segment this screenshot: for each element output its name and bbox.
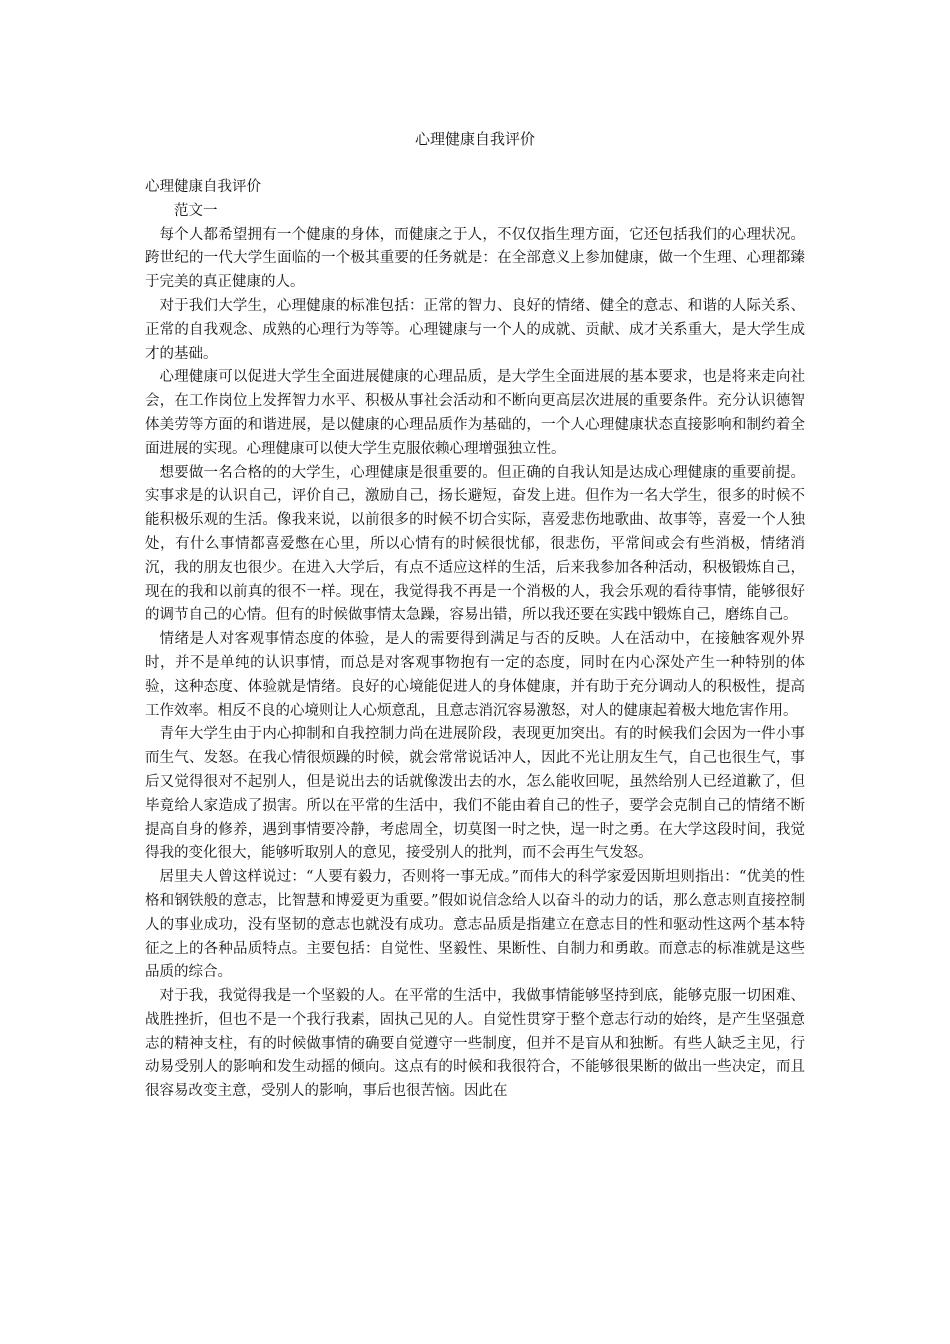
sample-label: 范文一 xyxy=(174,202,218,219)
section-heading: 心理健康自我评价 xyxy=(145,179,261,195)
document-title: 心理健康自我评价 xyxy=(414,130,535,148)
paragraph: 每个人都希望拥有一个健康的身体，而健康之于人，不仅仅指生理方面，它还包括我们的心理状况。跨世纪的一代大学生面临的一个极其重要的任务就是：在全部意义上参加健康，做一个生理、心理都臻于完美的真正健康的人。 xyxy=(145,226,805,291)
paragraph: 情绪是人对客观事情态度的体验，是人的需要得到满足与否的反映。人在活动中，在接触客观外界时，并不是单纯的认识事情，而总是对客观事物抱有一定的态度，同时在内心深处产生一种特别的体验，这种态度、体验就是情绪。良好的心境能促进人的身体健康，并有助于充分调动人的积极性，提高工作效率。相反不良的心境则让人心烦意乱，且意志消沉容易激怒，对人的健康起着极大地危害作用。 xyxy=(145,631,805,719)
paragraph: 心理健康可以促进大学生全面进展健康的心理品质，是大学生全面进展的基本要求，也是将来走向社会，在工作岗位上发挥智力水平、积极从事社会活动和不断向更高层次进展的重要条件。充分认识德智体美劳等方面的和谐进展，是以健康的心理品质作为基础的，一个人心理健康状态直接影响和制约着全面进展的实现。心理健康可以使大学生克服依赖心理增强独立性。 xyxy=(145,369,805,457)
paragraph: 对于我们大学生，心理健康的标准包括：正常的智力、良好的情绪、健全的意志、和谐的人际关系、正常的自我观念、成熟的心理行为等等。心理键康与一个人的成就、贡献、成才关系重大，是大学生成才的基础。 xyxy=(145,297,805,362)
paragraph: 想要做一名合格的的大学生，心理健康是很重要的。但正确的自我认知是达成心理健康的重要前提。实事求是的认识自己，评价自己，激励自己，扬长避短，奋发上进。但作为一名大学生，很多的时候不能积极乐观的生活。像我来说，以前很多的时候不切合实际，喜爱悲伤地歌曲、故事等，喜爱一个人独处，有什么事情都喜爱憋在心里，所以心情有的时候很忧郁，很悲伤，平常间或会有些消极，情绪消沉，我的朋友也很少。在进入大学后，有点不适应这样的生活，后来我参加各种活动，积极锻炼自己，现在的我和以前真的很不一样。现在，我觉得我不再是一个消极的人，我会乐观的看待事情，能够很好的调节自己的心情。但有的时候做事情太急躁，容易出错，所以我还要在实践中锻炼自己，磨练自己。 xyxy=(145,464,805,624)
paragraph: 对于我，我觉得我是一个坚毅的人。在平常的生活中，我做事情能够坚持到底，能够克服一切困难、战胜挫折，但也不是一个我行我素，固执己见的人。自觉性贯穿于整个意志行动的始终，是产生坚强意志的精神支柱，有的时候做事情的确要自觉遵守一些制度，但并不是盲从和独断。有些人缺乏主见，行动易受别人的影响和发生动摇的倾向。这点有的时候和我很符合，不能够很果断的做出一些决定，而且很容易改变主意，受别人的影响，事后也很苦恼。因此在 xyxy=(145,988,805,1100)
paragraph: 青年大学生由于内心抑制和自我控制力尚在进展阶段，表现更加突出。有的时候我们会因为一件小事而生气、发怒。在我心情很烦躁的时候，就会常常说话冲人，因此不光让朋友生气，自己也很生气，事后又觉得很对不起别人，但是说出去的话就像泼出去的水，怎么能收回呢，虽然给别人已经道歉了，但毕竟给人家造成了损害。所以在平常的生活中，我们不能由着自己的性子，要学会克制自己的情绪不断提高自身的修养，遇到事情要冷静，考虑周全，切莫图一时之快，逞一时之勇。在大学这段时间，我觉得我的变化很大，能够听取别人的意见，接受别人的批判，而不会再生气发怒。 xyxy=(145,726,805,862)
paragraph: 居里夫人曾这样说过：“人要有毅力，否则将一事无成。”而伟大的科学家爱因斯坦则指出：“优美的性格和钢铁般的意志，比智慧和博爱更为重要。”假如说信念给人以奋斗的动力的话，那么意志则直接控制人的事业成功，没有坚韧的意志也就没有成功。意志品质是指建立在意志目的性和驱动性这两个基本特征之上的各种品质特点。主要包括：自觉性、坚毅性、果断性、自制力和勇敢。而意志的标准就是这些品质的综合。 xyxy=(145,869,805,981)
document-body xyxy=(145,176,805,1104)
